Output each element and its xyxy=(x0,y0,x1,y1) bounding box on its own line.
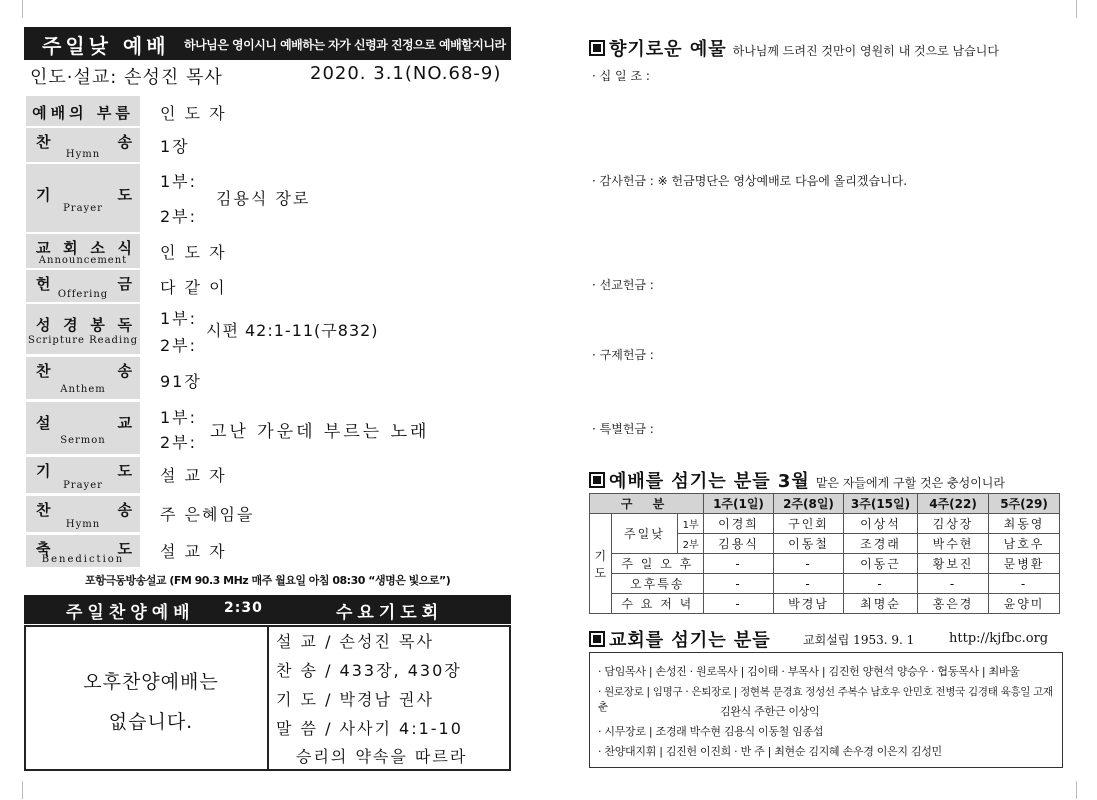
offering-item: · 구제헌금 : xyxy=(592,348,654,362)
part-1: 1부: xyxy=(160,172,198,191)
afternoon-title: 주일찬양예배 xyxy=(66,603,195,623)
order-row: 설 교 Sermon 1부: 2부: 고난 가운데 부르는 노래 xyxy=(26,402,506,454)
crop-mark xyxy=(22,781,23,799)
table-row: 오후특송 - - - - - xyxy=(590,574,1060,594)
part-1: 1부: xyxy=(160,408,198,427)
divider xyxy=(267,627,269,769)
staff-line: · 찬양대지휘 | 김진헌 이진희 · 반 주 | 최현순 김지혜 손우경 이은지 김성민 xyxy=(598,745,942,758)
table-row: 주 일 오 후 - - 이동근 황보진 문병환 xyxy=(590,554,1060,574)
wednesday-line: 승리의 약속을 따르라 xyxy=(296,747,468,766)
sunday-label: 주일낮 xyxy=(611,514,678,554)
wednesday-line: 찬 송 / 433장, 430장 xyxy=(276,661,462,680)
part-2: 2부: xyxy=(160,207,198,226)
crop-mark xyxy=(1076,781,1077,799)
table-row: 2부 김용식 이동철 조경래 박수현 남호우 xyxy=(590,534,1060,554)
order-label: 헌 금 xyxy=(36,275,132,293)
order-label: 예배의 부름 xyxy=(26,96,140,126)
banner-title: 주일낮 예배 xyxy=(42,34,170,58)
square-bullet-icon xyxy=(589,472,605,488)
square-bullet-icon xyxy=(589,631,605,647)
order-label: 성 경 봉 독 xyxy=(36,316,132,334)
afternoon-notice: 없습니다. xyxy=(108,711,194,733)
staff-box xyxy=(589,652,1063,768)
service-date: 2020. 3.1(NO.68-9) xyxy=(310,63,502,84)
offering-item: · 특별헌금 : xyxy=(592,422,654,436)
order-label: 기 도 xyxy=(36,186,132,204)
order-value: 1장 xyxy=(160,137,190,156)
staff-line: · 원로장로 | 임명구 · 은퇴장로 | 정현복 문경효 정성선 주복수 남호우 안민호 전병국 김경태 육흥일 고재춘 xyxy=(598,686,1053,713)
worship-banner xyxy=(24,27,511,60)
radio-note: 포항극동방송설교 (FM 90.3 MHz 매주 월요일 아침 08:30 “생명은 빛으로”) xyxy=(85,574,451,587)
order-label: 찬 송 xyxy=(36,362,132,380)
crop-mark xyxy=(22,0,23,18)
bottom-box xyxy=(24,625,511,771)
order-value: 김용식 장로 xyxy=(216,189,311,208)
sub-banner xyxy=(24,595,511,624)
staff-line: · 시무장로 | 조경래 박수현 김용식 이동철 임종섭 xyxy=(598,725,824,738)
table-header: 구 분 1주(1일) 2주(8일) 3주(15일) 4주(22) 5주(29) xyxy=(590,494,1060,514)
church-url[interactable]: http://kjfbc.org xyxy=(949,631,1049,646)
part-2: 2부: xyxy=(160,336,198,355)
part-2: 2부: xyxy=(160,433,198,452)
order-row: 기 도 Prayer 설 교 자 xyxy=(26,457,506,493)
order-label: 찬 송 xyxy=(36,501,132,519)
servers-heading: 예배를 섬기는 분들 3월 맡은 자들에게 구할 것은 충성이니라 xyxy=(589,467,1005,493)
order-value: 시편 42:1-11(구832) xyxy=(206,321,379,340)
order-value: 다 같 이 xyxy=(160,278,227,297)
order-value: 설 교 자 xyxy=(160,542,227,561)
offering-item: · 선교헌금 : xyxy=(592,278,654,292)
order-value: 설 교 자 xyxy=(160,466,227,485)
order-row xyxy=(26,96,506,126)
leader-preacher: 인도·설교: 손성진 목사 xyxy=(30,67,223,88)
wednesday-line: 설 교 / 손성진 목사 xyxy=(276,632,434,651)
order-value: 인 도 자 xyxy=(160,104,227,123)
offering-item: · 십 일 조 : xyxy=(592,69,650,83)
order-row: 헌 금 Offering 다 같 이 xyxy=(26,270,506,302)
order-row: 찬 송 Hymn 주 은혜임을 xyxy=(26,496,506,532)
staff-line: · 담임목사 | 손성진 · 원로목사 | 김이태 · 부목사 | 김진헌 양현석 양승우 · 협동목사 | 최바울 xyxy=(598,665,1020,678)
offering-item: · 감사헌금 : ※ 헌금명단은 영상예배로 다음에 올리겠습니다. xyxy=(592,174,908,188)
order-value: 고난 가운데 부르는 노래 xyxy=(210,422,430,442)
table-row: 기 도 주일낮 1부 이경희 구인회 이상석 김상장 최동영 xyxy=(590,514,1060,534)
wednesday-line: 말 씀 / 사사기 4:1-10 xyxy=(276,719,463,738)
order-value: 주 은혜임을 xyxy=(160,505,255,524)
order-row: 성 경 봉 독 Scripture Reading 1부: 2부: 시편 42:1-11(구832) xyxy=(26,304,506,354)
order-label: 기 도 xyxy=(36,462,132,480)
offering-verse: 하나님께 드려진 것만이 영원히 내 것으로 남습니다 xyxy=(732,44,999,58)
order-value: 91장 xyxy=(160,372,202,391)
prayer-side-label: 기 도 xyxy=(590,514,612,614)
wednesday-line: 기 도 / 박경남 권사 xyxy=(276,690,434,709)
staff-line: 김완식 주한근 이상익 xyxy=(720,705,820,718)
order-label: 설 교 xyxy=(36,414,132,432)
founded-date: 교회설립 1953. 9. 1 xyxy=(803,633,915,647)
servers-table xyxy=(589,493,1060,614)
table-row: 수 요 저 녁 - 박경남 최명순 홍은경 윤양미 xyxy=(590,594,1060,614)
order-row: 교 회 소 식 Announcement 인 도 자 xyxy=(26,234,506,268)
square-bullet-icon xyxy=(589,40,605,56)
order-value: 인 도 자 xyxy=(160,243,227,262)
offering-heading: 향기로운 예물 하나님께 드려진 것만이 영원히 내 것으로 남습니다 xyxy=(589,35,999,61)
crop-mark xyxy=(1076,0,1077,18)
order-label: 찬 송 xyxy=(36,133,132,151)
order-row: 찬 송 Hymn 1장 xyxy=(26,128,506,162)
afternoon-time: 2:30 xyxy=(224,600,263,616)
wednesday-title: 수요기도회 xyxy=(336,603,444,623)
order-label: 교 회 소 식 xyxy=(36,239,132,257)
order-row: 기 도 Prayer 1부: 2부: 김용식 장로 xyxy=(26,164,506,232)
church-heading: 교회를 섬기는 분들 xyxy=(589,626,771,652)
order-row: 축 도 Benediction 설 교 자 xyxy=(26,535,506,567)
banner-verse: 하나님은 영이시니 예배하는 자가 신령과 진정으로 예배할지니라 xyxy=(184,38,506,52)
afternoon-notice: 오후찬양예배는 xyxy=(83,671,219,693)
part-1: 1부: xyxy=(160,309,198,328)
order-row: 찬 송 Anthem 91장 xyxy=(26,357,506,399)
order-label: 축 도 xyxy=(36,540,132,558)
servers-verse: 맡은 자들에게 구할 것은 충성이니라 xyxy=(815,476,1005,490)
